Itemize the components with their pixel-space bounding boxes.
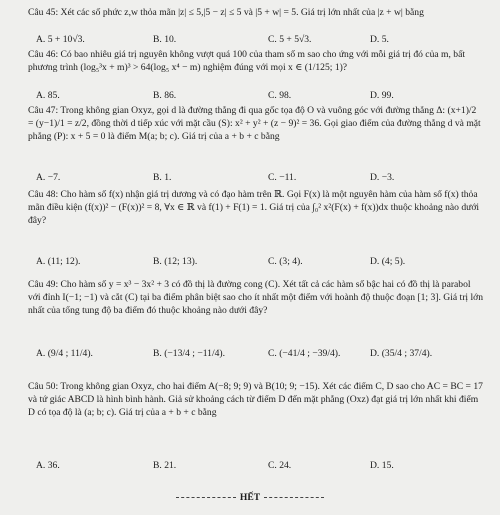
option-a: A. 36. <box>36 460 60 471</box>
option-b: B. 10. <box>153 34 177 45</box>
option-c: C. (−41/4 ; −39/4). <box>268 348 341 359</box>
question-50: Câu 50: Trong không gian Oxyz, cho hai điểm A(−8; 9; 9) và B(10; 9; −15). Xét các điểm C, D sao cho AC = BC = 17 và tứ giác ABCD là hình bình hành. Giả sử khoảng cách từ điểm D đến mặt phẳng (Oxz) đạt giá trị lớn nhất khi điểm D có tọa độ là (a; b; c). Giá trị của a + b + c bằng <box>28 381 483 418</box>
question-48: Câu 48: Cho hàm số f(x) nhận giá trị dương và có đạo hàm trên ℝ. Gọi F(x) là một nguyên hàm của hàm số f(x) thỏa mãn điều kiện (f(x))² − (F(x))² = 8, ∀x ∈ ℝ và f(1) + F(1) = 1. Giá trị của ∫₀² x²(F(x) + f(x))dx thuộc khoảng nào dưới đây? <box>28 189 480 226</box>
option-d: D. (4; 5). <box>370 256 406 267</box>
option-b: B. (12; 13). <box>153 256 198 267</box>
option-c: C. 5 + 5√3. <box>268 34 312 45</box>
option-b: B. 86. <box>153 90 177 101</box>
question-49: Câu 49: Cho hàm số y = x³ − 3x² + 3 có đồ thị là đường cong (C). Xét tất cả các hàm số bậc hai có đồ thị là parabol với đỉnh I(−1; −1) và cắt (C) tại ba điểm phân biệt sao cho ít nhất một điểm với hoành độ thuộc đoạn [1; 3]. Giá trị lớn nhất của tổng tung độ ba điểm đó thuộc khoảng nào dưới đây? <box>28 279 483 316</box>
option-c: C. (3; 4). <box>268 256 303 267</box>
options-47 <box>28 172 484 186</box>
option-b: B. 1. <box>153 172 172 183</box>
end-marker: HẾT <box>160 492 340 503</box>
option-a: A. (9/4 ; 11/4). <box>36 348 93 359</box>
option-c: C. 98. <box>268 90 292 101</box>
question-46: Câu 46: Có bao nhiêu giá trị nguyên không vượt quá 100 của tham số m sao cho ứng với mỗi giá trị đó của m, bất phương trình (log₅³x + m)³ > 64(log₅ x⁴ − m) nghiệm đúng với mọi x ∈ (1/125; 1)? <box>28 49 466 73</box>
option-a: A. 85. <box>36 90 60 101</box>
option-a: A. 5 + 10√3. <box>36 34 85 45</box>
options-46 <box>28 90 484 104</box>
options-49 <box>28 348 484 362</box>
option-a: A. −7. <box>36 172 61 183</box>
question-47: Câu 47: Trong không gian Oxyz, gọi d là đường thẳng đi qua gốc tọa độ O và vuông góc với đường thẳng Δ: (x+1)/2 = (y−1)/1 = z/2, đồng thời d tiếp xúc với mặt cầu (S): x² + y² + (z − 9)² = 36. Gọi giao điểm của đường thẳng d và mặt phẳng (P): x + 5 = 0 là điểm M(a; b; c). Giá trị của a + b + c bằng <box>28 105 481 142</box>
option-c: C. 24. <box>268 460 292 471</box>
option-d: D. 15. <box>370 460 394 471</box>
option-d: D. −3. <box>370 172 395 183</box>
options-50 <box>28 460 484 474</box>
options-45 <box>28 34 484 48</box>
option-d: D. (35/4 ; 37/4). <box>370 348 433 359</box>
option-b: B. 21. <box>153 460 177 471</box>
option-a: A. (11; 12). <box>36 256 81 267</box>
option-c: C. −11. <box>268 172 297 183</box>
option-d: D. 99. <box>370 90 394 101</box>
option-b: B. (−13/4 ; −11/4). <box>153 348 226 359</box>
options-48 <box>28 256 484 270</box>
option-d: D. 5. <box>370 34 389 45</box>
question-45: Câu 45: Xét các số phức z,w thỏa mãn |z| ≤ 5,|5 − z| ≤ 5 và |5 + w| = 5. Giá trị lớn nhất của |z + w| bằng <box>28 7 424 18</box>
